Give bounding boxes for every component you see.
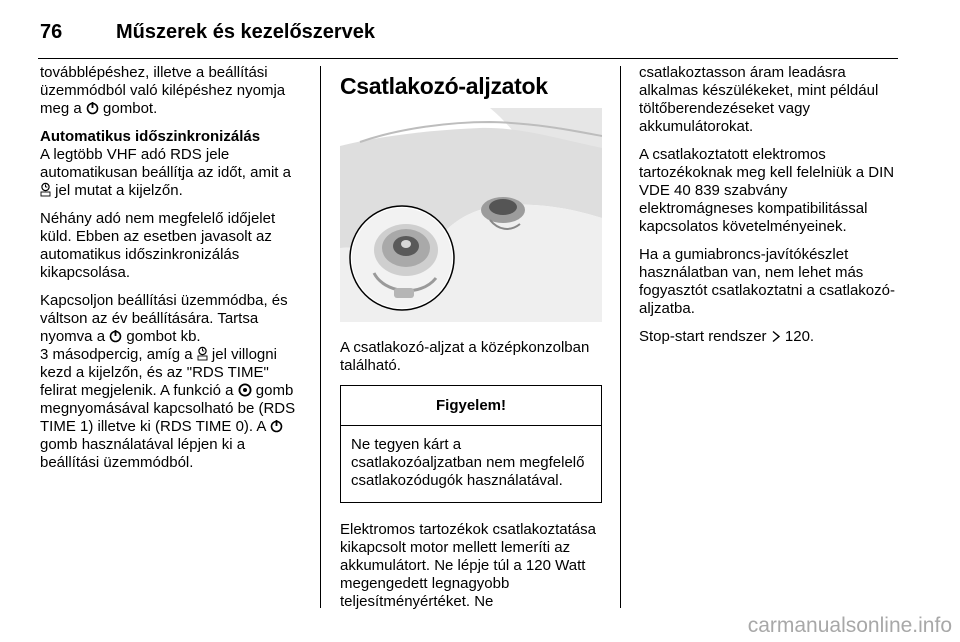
column-1 — [40, 64, 304, 482]
page-reference-link[interactable]: 120. — [784, 328, 815, 345]
warning-body: Ne tegyen kárt a csatlakozóaljzatban nem megfelelő csatlakozódugók használatával. — [351, 436, 585, 489]
subheading-time-sync: Automatikus időszinkronizálás — [40, 128, 261, 145]
paragraph-tyre-repair: Ha a gumiabroncs-javítókészlet használatban van, nem lehet más fogyasztót csatlakoztatni a csatlakozó-aljzatba. — [639, 246, 895, 317]
column-divider-1 — [320, 66, 321, 608]
rds-clock-icon — [40, 182, 51, 197]
section-title: Csatlakozó-aljzatok — [340, 73, 548, 99]
page-reference-icon[interactable] — [771, 330, 781, 343]
paragraph-exit-settings: továbblépéshez, illetve a beállítási üzemmódból való kilépéshez nyomja meg a gombot. — [40, 64, 286, 117]
paragraph-settings-mode: Kapcsoljon beállítási üzemmódba, és váltson az év beállítására. Tartsa nyomva a gombot kb. — [40, 292, 288, 345]
paragraph-rds-auto: A legtöbb VHF adó RDS jele automatikusan beállítja az időt, amit a jel mutat a kijelzőn. — [40, 146, 291, 199]
paragraph-battery-drain: Elektromos tartozékok csatlakoztatása kikapcsolt motor mellett lemeríti az akkumulátort. Ne lépje túl a 120 Watt megengedett legnagyobb teljesítményértéket. Ne — [340, 521, 596, 610]
watermark: carmanualsonline.info — [747, 614, 952, 637]
power-icon — [109, 329, 122, 343]
page-number: 76 — [40, 20, 63, 43]
outlet-caption: A csatlakozó-aljzat a középkonzolban található. — [340, 339, 590, 374]
rds-clock-icon — [197, 346, 208, 361]
power-outlet-illustration — [340, 108, 602, 322]
paragraph-din-standard: A csatlakoztatott elektromos tartozékoknak meg kell felelniük a DIN VDE 40 839 szabvány elektromágneses kompatibilitással kapcsolatos követelményeinek. — [639, 146, 895, 235]
header-divider — [38, 58, 898, 59]
paragraph-chargers: csatlakoztasson áram leadásra alkalmas készülékeket, mint például töltőberendezéseket vagy akkumulátorokat. — [639, 64, 879, 135]
paragraph-bad-signal: Néhány adó nem megfelelő időjelet küld. Ebben az esetben javasolt az automatikus időszinkronizálás kikapcsolása. — [40, 210, 276, 281]
page-title: Műszerek és kezelőszervek — [116, 20, 376, 43]
paragraph-stop-start-ref: Stop-start rendszer 120. — [639, 328, 815, 345]
column-3 — [639, 64, 901, 356]
page-header — [40, 12, 375, 52]
warning-box — [340, 385, 602, 503]
column-divider-2 — [620, 66, 621, 608]
column-2 — [340, 64, 602, 621]
warning-title: Figyelem! — [341, 386, 601, 426]
settings-knob-icon — [238, 383, 252, 397]
power-icon — [86, 101, 99, 115]
paragraph-rds-time: 3 másodpercig, amíg a jel villogni kezd a kijelzőn, és az "RDS TIME" felirat megjelenik. A funkció a gomb megnyomásával kapcsolható be (RDS TIME 1) illetve ki (RDS TIME 0). A gomb használatával lépjen ki a beállítási üzemmódból. — [40, 346, 296, 471]
power-icon — [270, 419, 283, 433]
